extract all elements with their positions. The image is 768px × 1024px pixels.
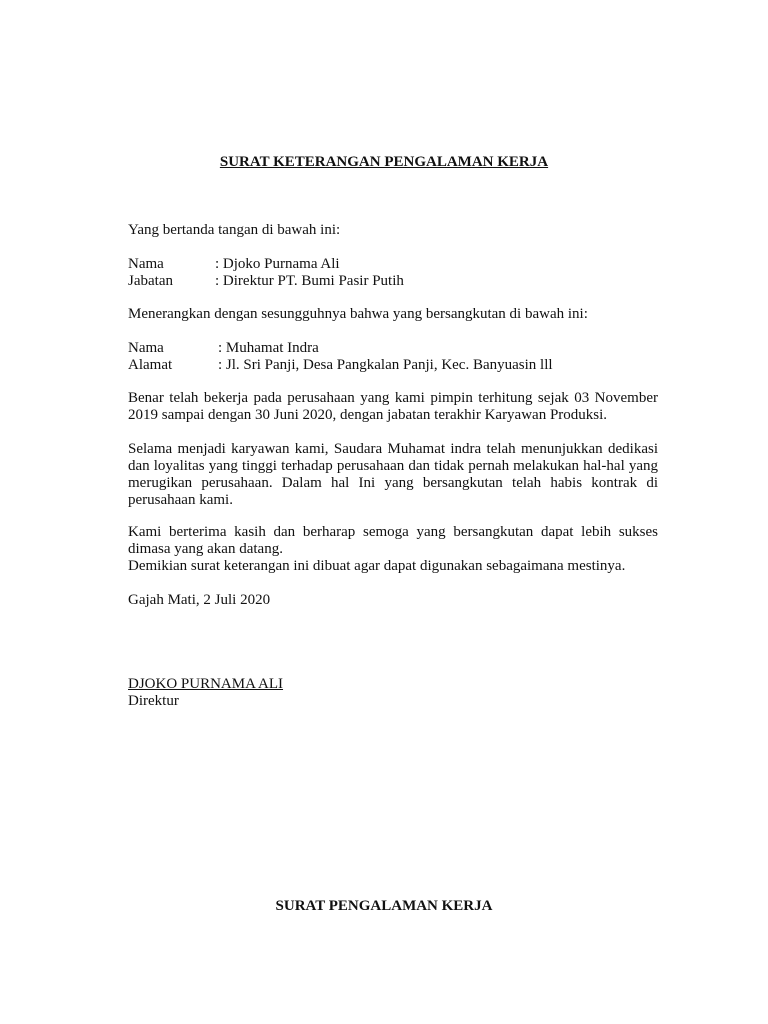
thanks-paragraph: Kami berterima kasih dan berharap semoga yang bersangkutan dapat lebih sukses dimasa yang akan datang.: [128, 524, 658, 557]
signatory-name: DJOKO PURNAMA ALI: [128, 676, 284, 692]
signer-position-row: [128, 273, 658, 290]
signer-name-row: [128, 256, 658, 273]
document-title: SURAT KETERANGAN PENGALAMAN KERJA: [219, 154, 549, 170]
employee-address-label: Alamat: [128, 357, 173, 373]
intro-text: Yang bertanda tangan di bawah ini:: [128, 222, 341, 238]
footer-title: SURAT PENGALAMAN KERJA: [275, 898, 493, 914]
place-date: Gajah Mati, 2 Juli 2020: [128, 592, 271, 608]
signer-position-value: : Direktur PT. Bumi Pasir Putih: [215, 273, 404, 289]
signer-position-label: Jabatan: [128, 273, 173, 289]
signer-name-label: Nama: [128, 256, 164, 272]
closing-paragraph: Demikian surat keterangan ini dibuat agar dapat digunakan sebagaimana mestinya.: [128, 558, 626, 574]
statement-text: Menerangkan dengan sesungguhnya bahwa yang bersangkutan di bawah ini:: [128, 306, 588, 322]
employee-name-row: [128, 340, 658, 357]
employee-address-value: : Jl. Sri Panji, Desa Pangkalan Panji, Kec. Banyuasin lll: [218, 357, 553, 373]
dedication-paragraph: Selama menjadi karyawan kami, Saudara Muhamat indra telah menunjukkan dedikasi dan loyalitas yang tinggi terhadap perusahaan dan tidak pernah melakukan hal-hal yang merugikan perusahaan. Dalam hal Ini yang bersangkutan telah habis kontrak di perusahaan kami.: [128, 441, 658, 508]
employee-name-value: : Muhamat Indra: [218, 340, 319, 356]
employee-address-row: [128, 357, 658, 374]
signer-name-value: : Djoko Purnama Ali: [215, 256, 340, 272]
employee-name-label: Nama: [128, 340, 164, 356]
employment-paragraph: Benar telah bekerja pada perusahaan yang kami pimpin terhitung sejak 03 November 2019 sampai dengan 30 Juni 2020, dengan jabatan terakhir Karyawan Produksi.: [128, 390, 658, 423]
signatory-role: Direktur: [128, 693, 179, 709]
